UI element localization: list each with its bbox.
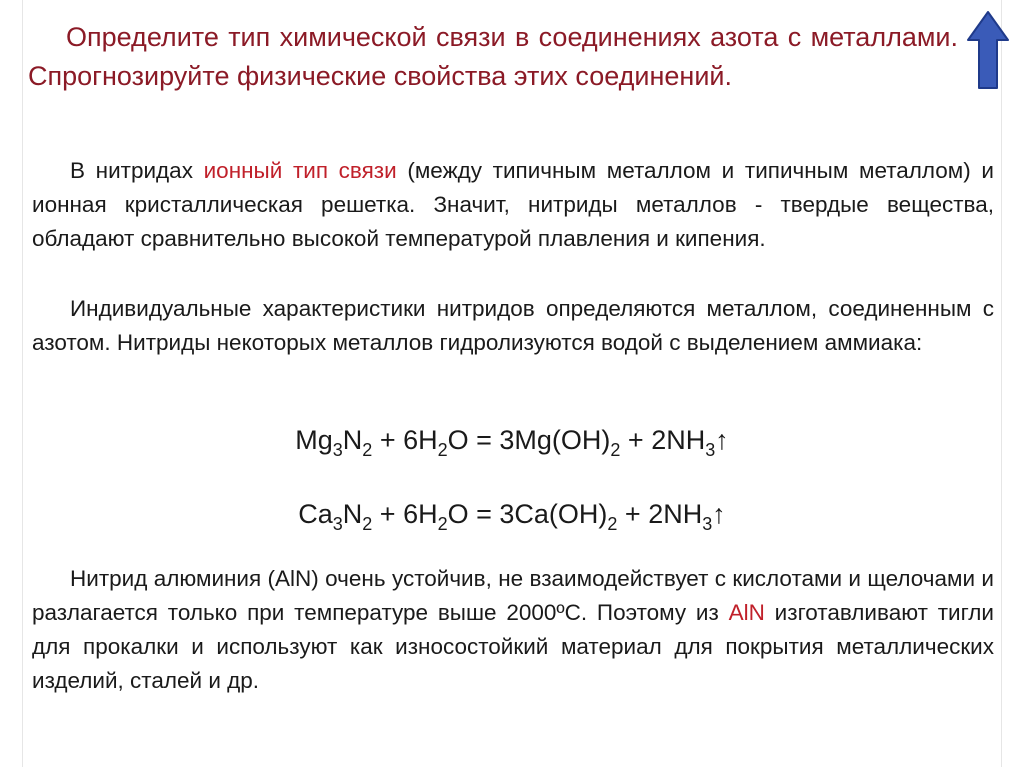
arrow-up-icon [966,10,1010,90]
slide-title: Определите тип химической связи в соединениях азота с металлами. Спрогнозируйте физические свойства этих соединений. [28,22,958,91]
eq2-ammonia: + 2NH [617,499,703,529]
eq1-metal: Mg [295,425,333,455]
eq1-water-subscript: 2 [437,440,448,460]
p3-text-before: Нитрид алюминия (AlN) очень устойчив, не взаимодействует с кислотами и щелочами и разлагается только при температуре выше 2000ºС. Поэтому из [32,566,994,625]
eq2-nitrogen: N [342,499,363,529]
eq1-ammonia-subscript: 3 [705,440,716,460]
equation-calcium-nitride [0,494,1024,534]
left-divider [22,0,23,767]
paragraph-hydrolysis: Индивидуальные характеристики нитридов определяются металлом, соединенным с азотом. Нитриды некоторых металлов гидролизуются водой с выделением аммиака: [32,296,994,355]
p1-text-before: В нитридах [70,158,204,183]
nav-up-button[interactable] [966,10,1010,90]
eq2-gas-arrow: ↑ [712,499,726,529]
eq1-hydroxide-subscript: 2 [610,440,621,460]
eq2-water-subscript: 2 [437,514,448,534]
equation-magnesium-nitride [0,420,1024,460]
eq2-hydroxide-subscript: 2 [607,514,618,534]
p1-accent-term: ионный тип связи [203,158,397,183]
eq1-water: + 6H [372,425,438,455]
eq1-nitrogen: N [342,425,363,455]
p3-text-after: изготавливают тигли для прокалки и используют как износостойкий материал для покрытия металлических изделий, сталей и др. [32,600,994,693]
eq1-metal-subscript: 3 [332,440,343,460]
p3-accent-formula: AlN [728,600,765,625]
eq1-nitrogen-subscript: 2 [362,440,373,460]
eq2-metal-subscript: 3 [332,514,343,534]
eq2-ammonia-subscript: 3 [702,514,713,534]
eq2-water: + 6H [372,499,438,529]
eq2-nitrogen-subscript: 2 [362,514,373,534]
p1-text-after: (между типичным металлом и типичным металлом) и ионная кристаллическая решетка. Значит, нитриды металлов - твердые вещества, обладают сравнительно высокой температурой плавления и кипения. [32,158,994,251]
paragraph-ionic-bond [32,154,994,256]
eq2-hydroxide: O = 3Ca(OH) [447,499,608,529]
eq1-ammonia: + 2NH [620,425,706,455]
eq2-metal: Ca [298,499,333,529]
eq1-hydroxide: O = 3Mg(OH) [447,425,611,455]
eq1-gas-arrow: ↑ [715,425,729,455]
paragraph-aluminum-nitride [32,562,994,698]
right-divider [1001,0,1002,767]
